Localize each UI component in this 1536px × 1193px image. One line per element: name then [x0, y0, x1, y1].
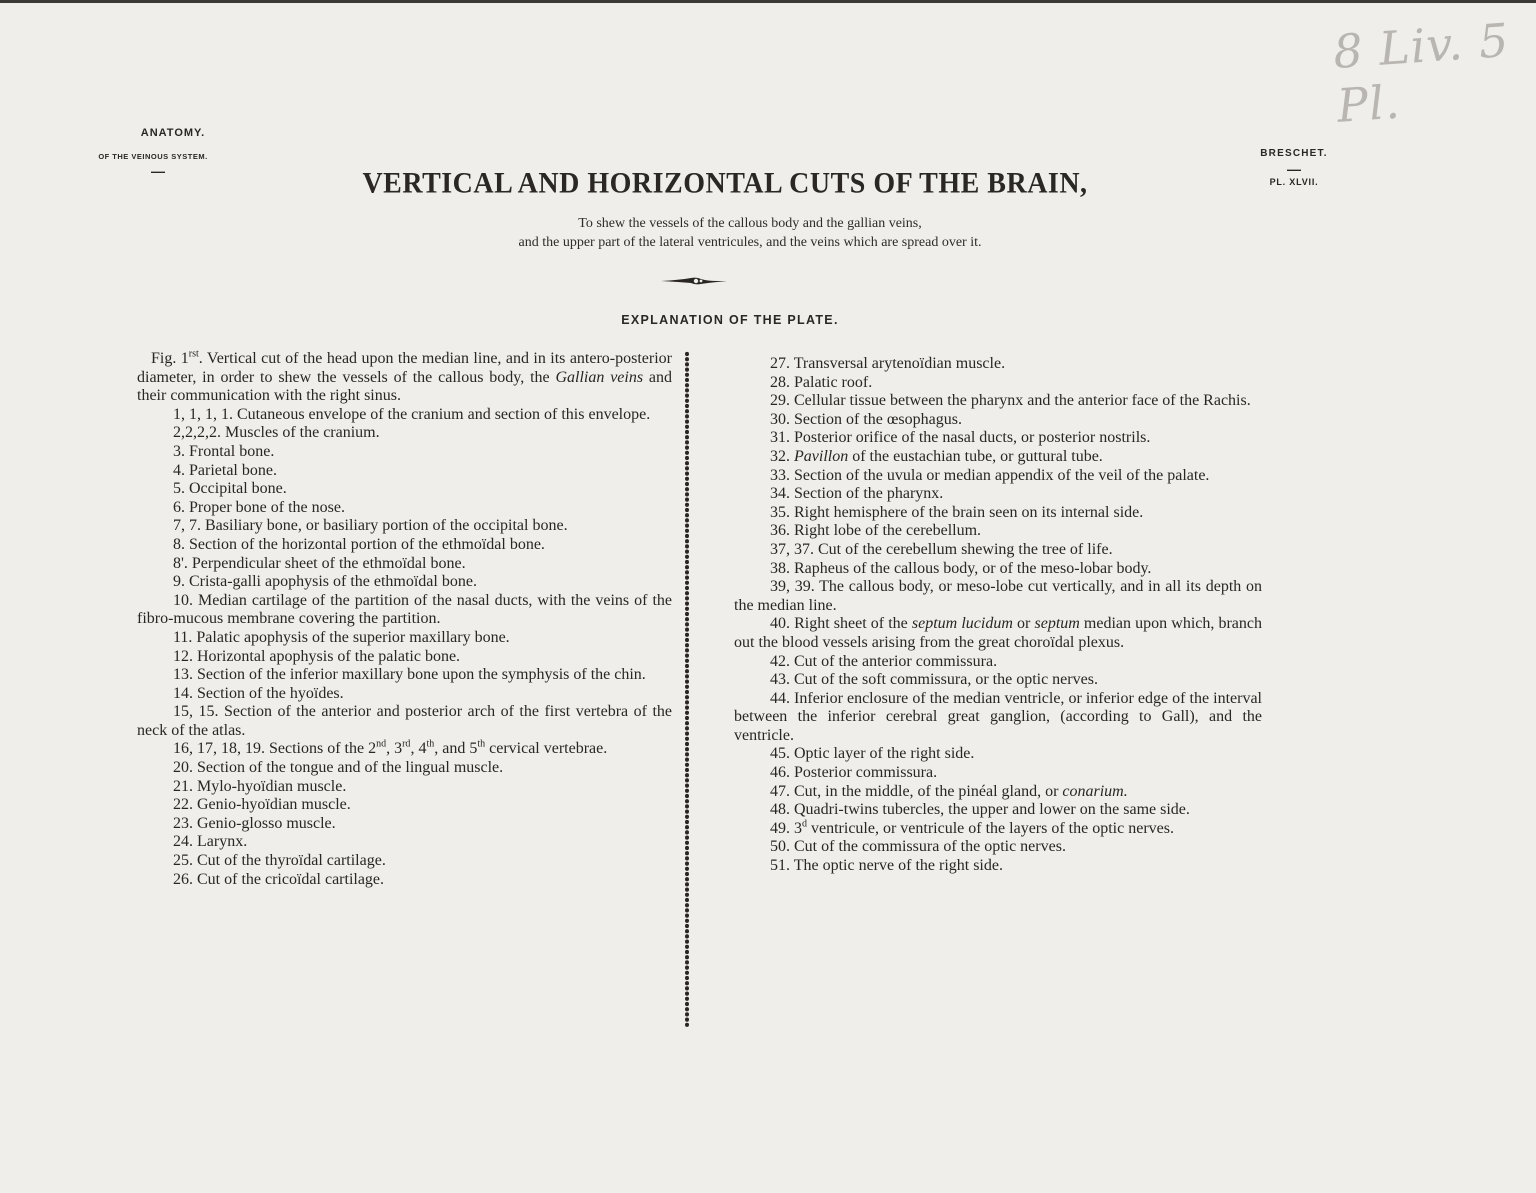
divider-dot — [685, 690, 689, 694]
divider-dot — [685, 674, 689, 678]
legend-entry — [137, 443, 672, 462]
italic-term: conarium. — [1062, 782, 1128, 800]
divider-dot — [685, 596, 689, 600]
divider-dot — [685, 815, 689, 819]
entry-text: 37, 37. Cut of the cerebellum shewing the tree of life. — [770, 540, 1113, 558]
divider-dot — [685, 836, 689, 840]
divider-dot — [685, 435, 689, 439]
entry-text: 32. — [770, 447, 794, 465]
divider-dot — [685, 602, 689, 606]
legend-entry — [734, 374, 1262, 393]
divider-dot — [685, 773, 689, 777]
legend-entry — [734, 783, 1262, 802]
explanation-column-right — [734, 355, 1262, 876]
entry-text: ventricule, or ventricule of the layers of the optic nerves. — [807, 819, 1174, 837]
entry-text: 21. Mylo-hyoïdian muscle. — [173, 777, 347, 795]
divider-dot — [685, 794, 689, 798]
legend-entry — [734, 541, 1262, 560]
divider-dot — [685, 830, 689, 834]
entry-text: 14. Section of the hyoïdes. — [173, 684, 344, 702]
divider-dot — [685, 758, 689, 762]
entry-text: 43. Cut of the soft commissura, or the optic nerves. — [770, 671, 1098, 689]
entry-text: 13. Section of the inferior maxillary bone upon the symphysis of the chin. — [173, 666, 646, 684]
divider-dot — [685, 971, 689, 975]
legend-entry — [137, 573, 672, 592]
divider-dot — [685, 997, 689, 1001]
divider-dot — [685, 721, 689, 725]
divider-dot — [685, 482, 689, 486]
ornament-rule-icon — [661, 275, 727, 287]
legend-entry — [137, 462, 672, 481]
divider-dot — [685, 804, 689, 808]
header-right — [1246, 148, 1342, 187]
legend-entry — [734, 467, 1262, 486]
legend-entry — [734, 578, 1262, 615]
divider-dot — [685, 425, 689, 429]
divider-dot — [685, 882, 689, 886]
divider-dot — [685, 498, 689, 502]
entry-text: 28. Palatic roof. — [770, 373, 873, 391]
divider-dot — [685, 508, 689, 512]
divider-dot — [685, 1012, 689, 1016]
legend-entry — [734, 820, 1262, 839]
entry-text: 2,2,2,2. Muscles of the cranium. — [173, 424, 380, 442]
divider-dot — [685, 732, 689, 736]
divider-dot — [685, 565, 689, 569]
legend-entry — [137, 499, 672, 518]
author-label: BRESCHET. — [1260, 148, 1328, 159]
entry-text: 12. Horizontal apophysis of the palatic bone. — [173, 647, 461, 665]
series-label: ANATOMY. — [140, 127, 206, 139]
divider-dot — [685, 570, 689, 574]
divider-dot — [685, 976, 689, 980]
divider-dot — [685, 960, 689, 964]
italic-term: septum — [1034, 615, 1080, 633]
divider-dot — [685, 368, 689, 372]
entry-text: 50. Cut of the commissura of the optic nerves. — [770, 838, 1066, 856]
divider-dot — [685, 695, 689, 699]
legend-entry — [137, 685, 672, 704]
divider-dot — [685, 607, 689, 611]
divider-dot — [685, 648, 689, 652]
divider-dot — [685, 820, 689, 824]
entry-text: , 4 — [410, 740, 427, 758]
divider-dot — [685, 680, 689, 684]
divider-dot — [685, 404, 689, 408]
entry-text: 30. Section of the œsophagus. — [770, 410, 962, 428]
divider-dot — [685, 555, 689, 559]
divider-dot — [685, 966, 689, 970]
divider-dot — [685, 1007, 689, 1011]
divider-dot — [685, 534, 689, 538]
divider-dot — [685, 513, 689, 517]
top-edge-line — [0, 0, 1536, 3]
divider-dot — [685, 539, 689, 543]
legend-entry — [734, 411, 1262, 430]
divider-dot — [685, 581, 689, 585]
divider-dot — [685, 394, 689, 398]
entry-text: Fig. 1 — [151, 350, 189, 367]
legend-entry — [734, 857, 1262, 876]
legend-entry — [734, 355, 1262, 374]
divider-dot — [685, 440, 689, 444]
divider-dot — [685, 893, 689, 897]
divider-dot — [685, 914, 689, 918]
entry-text: 26. Cut of the cricoïdal cartilage. — [173, 870, 385, 888]
divider-dot — [685, 388, 689, 392]
divider-dot — [685, 669, 689, 673]
divider-dot — [685, 461, 689, 465]
entry-text: 9. Crista-galli apophysis of the ethmoïdal bone. — [173, 573, 477, 591]
divider-dot — [685, 446, 689, 450]
divider-dot — [685, 617, 689, 621]
divider-dot — [685, 612, 689, 616]
divider-dot — [685, 586, 689, 590]
entry-text: 27. Transversal arytenoïdian muscle. — [770, 355, 1006, 372]
divider-dot — [685, 576, 689, 580]
divider-dot — [685, 591, 689, 595]
divider-dot — [685, 888, 689, 892]
legend-entry — [734, 485, 1262, 504]
divider-dot — [685, 352, 689, 356]
italic-term: septum lucidum — [911, 615, 1013, 633]
divider-dot — [685, 742, 689, 746]
entry-text: 29. Cellular tissue between the pharynx and the anterior face of the Rachis. — [770, 392, 1251, 410]
divider-dot — [685, 799, 689, 803]
legend-entry — [137, 536, 672, 555]
entry-text: 15, 15. Section of the anterior and posterior arch of the first vertebra of the neck of the atlas. — [137, 703, 672, 739]
entry-text: and their communication with the right sinus. — [137, 368, 673, 405]
legend-entry — [734, 764, 1262, 783]
divider-dot — [685, 362, 689, 366]
legend-entry — [137, 759, 672, 778]
entry-text: 48. Quadri-twins tubercles, the upper and lower on the same side. — [770, 801, 1190, 819]
legend-entry — [137, 833, 672, 852]
divider-dot — [685, 633, 689, 637]
divider-dot — [685, 373, 689, 377]
entry-text: of the eustachian tube, or guttural tube. — [848, 447, 1103, 465]
legend-entry — [137, 517, 672, 536]
ordinal-suffix: rst — [188, 348, 199, 360]
divider-dot — [685, 383, 689, 387]
legend-entry — [734, 745, 1262, 764]
divider-dot — [685, 456, 689, 460]
divider-dot — [685, 726, 689, 730]
legend-entry — [137, 555, 672, 574]
legend-entry — [734, 838, 1262, 857]
entry-text: 20. Section of the tongue and of the lingual muscle. — [173, 759, 504, 777]
divider-dot — [685, 747, 689, 751]
divider-dot — [685, 711, 689, 715]
entry-text: 10. Median cartilage of the partition of the nasal ducts, with the veins of the fibro-mucous membrane covering the partition. — [137, 591, 672, 628]
entry-text: cervical vertebrae. — [485, 740, 608, 758]
legend-entry — [734, 615, 1262, 652]
divider-dot — [685, 872, 689, 876]
legend-entry — [734, 392, 1262, 411]
legend-entry — [137, 666, 672, 685]
divider-dot — [685, 810, 689, 814]
divider-dot — [685, 503, 689, 507]
divider-dot — [685, 934, 689, 938]
divider-dot — [685, 420, 689, 424]
entry-text: 5. Occipital bone. — [173, 480, 287, 498]
legend-entry — [137, 778, 672, 797]
ordinal-suffix: rd — [402, 739, 411, 751]
divider-dot — [685, 856, 689, 860]
entry-text: 7, 7. Basiliary bone, or basiliary portion of the occipital bone. — [173, 517, 568, 535]
plate-number: PL. XLVII. — [1269, 177, 1319, 187]
divider-dot — [685, 955, 689, 959]
divider-dot — [685, 919, 689, 923]
divider-dot — [685, 945, 689, 949]
divider-dot — [685, 357, 689, 361]
divider-dot — [685, 430, 689, 434]
legend-entry — [734, 671, 1262, 690]
divider-dot — [685, 924, 689, 928]
entry-text: 33. Section of the uvula or median appendix of the veil of the palate. — [770, 466, 1210, 484]
divider-dot — [685, 544, 689, 548]
divider-dot — [685, 862, 689, 866]
entry-text: or — [1012, 615, 1035, 633]
divider-dot — [685, 789, 689, 793]
divider-dot — [685, 451, 689, 455]
legend-entry — [734, 560, 1262, 579]
legend-entry — [137, 871, 672, 890]
entry-text: 31. Posterior orifice of the nasal ducts, or posterior nostrils. — [770, 429, 1151, 447]
entry-text: 38. Rapheus of the callous body, or of the meso-lobar body. — [770, 559, 1152, 577]
legend-entry — [734, 448, 1262, 467]
legend-entry — [137, 350, 672, 406]
divider-dot — [685, 487, 689, 491]
divider-dot — [685, 550, 689, 554]
subseries-label: OF THE VEINOUS SYSTEM. — [98, 152, 208, 161]
divider-dot — [685, 851, 689, 855]
divider-dot — [685, 466, 689, 470]
entry-text: 51. The optic nerve of the right side. — [770, 857, 1003, 875]
italic-term: Pavillon — [794, 447, 849, 465]
legend-entry — [137, 703, 672, 740]
entry-text: 47. Cut, in the middle, of the pinéal gland, or — [770, 782, 1063, 800]
divider-dot — [685, 628, 689, 632]
legend-entry — [137, 648, 672, 667]
divider-dot — [685, 986, 689, 990]
entry-text: 44. Inferior enclosure of the median ventricle, or inferior edge of the interval between the inferior cerebral great ganglion, (according to Gall), and the ventricle. — [734, 689, 1262, 744]
divider-dot — [685, 529, 689, 533]
plate-title: VERTICAL AND HORIZONTAL CUTS OF THE BRAIN, — [362, 167, 1088, 200]
entry-text: 1, 1, 1, 1. Cutaneous envelope of the cranium and section of this envelope. — [173, 405, 651, 423]
divider-dot — [685, 664, 689, 668]
entry-text: 34. Section of the pharynx. — [770, 485, 944, 503]
divider-dot — [685, 472, 689, 476]
legend-entry — [734, 504, 1262, 523]
divider-dot — [685, 700, 689, 704]
entry-text: 16, 17, 18, 19. Sections of the 2 — [173, 740, 377, 758]
divider-dot — [685, 950, 689, 954]
divider-dot — [685, 643, 689, 647]
divider-dot — [685, 706, 689, 710]
legend-entry — [734, 522, 1262, 541]
ordinal-suffix: th — [426, 739, 435, 751]
legend-entry — [137, 740, 672, 759]
entry-text: . Vertical cut of the head upon the median line, and in its antero-posterior diameter, in order to shew the vessels of the callous body, the — [137, 350, 673, 386]
divider-dot — [685, 981, 689, 985]
divider-dot — [685, 763, 689, 767]
divider-dot — [685, 825, 689, 829]
subtitle-line: To shew the vessels of the callous body and the gallian veins, — [578, 216, 922, 231]
legend-entry — [137, 406, 672, 425]
divider-dot — [685, 492, 689, 496]
entry-text: 25. Cut of the thyroïdal cartilage. — [173, 852, 386, 870]
header-left-dash: — — [151, 163, 165, 179]
legend-entry — [734, 653, 1262, 672]
plate-subtitle — [300, 214, 1200, 252]
legend-entry — [137, 815, 672, 834]
legend-entry — [137, 480, 672, 499]
divider-dot — [685, 518, 689, 522]
entry-text: 42. Cut of the anterior commissura. — [770, 652, 998, 670]
divider-dot — [685, 908, 689, 912]
entry-text: 23. Genio-glosso muscle. — [173, 814, 336, 832]
divider-dot — [685, 409, 689, 413]
subtitle-line: and the upper part of the lateral ventricules, and the veins which are spread over it. — [518, 235, 982, 250]
divider-dot — [685, 940, 689, 944]
ordinal-suffix: d — [802, 818, 807, 830]
divider-dot — [685, 1023, 689, 1027]
entry-text: 8'. Perpendicular sheet of the ethmoïdal bone. — [173, 554, 466, 572]
dotted-column-divider — [682, 350, 692, 1030]
header-left — [88, 127, 228, 177]
entry-text: 11. Palatic apophysis of the superior maxillary bone. — [173, 628, 510, 646]
divider-dot — [685, 716, 689, 720]
divider-dot — [685, 524, 689, 528]
entry-text: 24. Larynx. — [173, 833, 248, 851]
divider-dot — [685, 638, 689, 642]
entry-text: 8. Section of the horizontal portion of the ethmoïdal bone. — [173, 535, 545, 553]
divider-dot — [685, 378, 689, 382]
divider-dot — [685, 992, 689, 996]
entry-text: 40. Right sheet of the — [770, 615, 912, 633]
divider-dot — [685, 841, 689, 845]
divider-dot — [685, 768, 689, 772]
entry-text: 3. Frontal bone. — [173, 442, 275, 460]
explanation-column-left — [137, 350, 672, 889]
divider-dot — [685, 477, 689, 481]
divider-dot — [685, 752, 689, 756]
legend-entry — [137, 852, 672, 871]
divider-dot — [685, 399, 689, 403]
legend-entry — [734, 801, 1262, 820]
legend-entry — [734, 429, 1262, 448]
entry-text: 39, 39. The callous body, or meso-lobe cut vertically, and in all its depth on the median line. — [734, 578, 1262, 614]
header-right-dash: — — [1287, 161, 1301, 177]
divider-dot — [685, 898, 689, 902]
entry-text: median upon which, branch out the blood vessels arising from the great choroïdal plexus. — [734, 615, 1263, 651]
section-heading: EXPLANATION OF THE PLATE. — [621, 313, 839, 327]
legend-entry — [137, 629, 672, 648]
entry-text: 49. 3 — [770, 819, 802, 837]
divider-dot — [685, 846, 689, 850]
entry-text: 36. Right lobe of the cerebellum. — [770, 522, 982, 540]
italic-term: Gallian veins — [555, 368, 644, 386]
ordinal-suffix: th — [477, 739, 486, 751]
divider-dot — [685, 903, 689, 907]
divider-dot — [685, 929, 689, 933]
ordinal-suffix: nd — [376, 739, 387, 751]
divider-dot — [685, 867, 689, 871]
legend-entry — [137, 796, 672, 815]
entry-text: , and 5 — [434, 740, 478, 758]
divider-dot — [685, 654, 689, 658]
entry-text: 6. Proper bone of the nose. — [173, 498, 345, 516]
legend-entry — [734, 690, 1262, 746]
entry-text: 46. Posterior commissura. — [770, 764, 938, 782]
divider-dot — [685, 877, 689, 881]
divider-dot — [685, 1018, 689, 1022]
divider-dot — [685, 414, 689, 418]
legend-entry — [137, 424, 672, 443]
divider-dot — [685, 622, 689, 626]
divider-dot — [685, 1002, 689, 1006]
entry-text: 35. Right hemisphere of the brain seen on its internal side. — [770, 503, 1144, 521]
entry-text: 22. Genio-hyoïdian muscle. — [173, 796, 351, 814]
pencil-annotation: 8 Liv. 5 Pl. — [1331, 12, 1512, 133]
divider-dot — [685, 778, 689, 782]
legend-entry — [137, 592, 672, 629]
entry-text: 45. Optic layer of the right side. — [770, 745, 975, 763]
entry-text: 4. Parietal bone. — [173, 461, 277, 479]
divider-dot — [685, 659, 689, 663]
entry-text: , 3 — [386, 740, 403, 758]
divider-dot — [685, 784, 689, 788]
divider-dot — [685, 685, 689, 689]
divider-dot — [685, 560, 689, 564]
divider-dot — [685, 737, 689, 741]
